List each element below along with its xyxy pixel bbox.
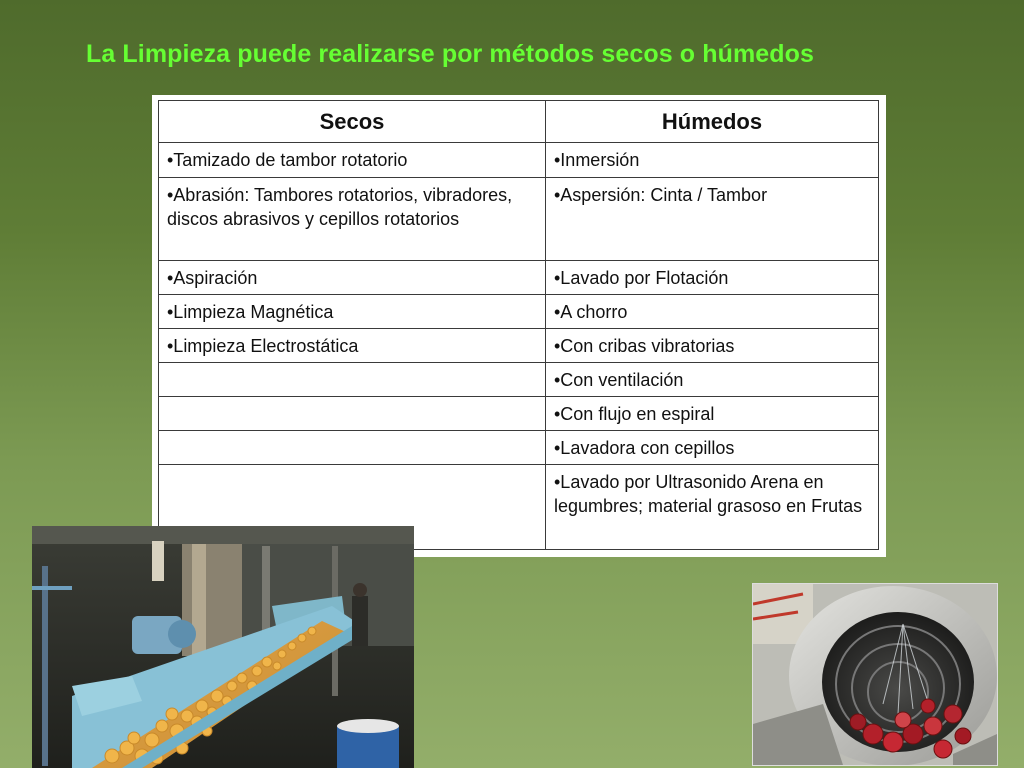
conveyor-oranges-photo xyxy=(32,526,414,768)
slide-title: La Limpieza puede realizarse por métodos secos o húmedos xyxy=(86,40,815,68)
cell-humedos: •Con cribas vibratorias xyxy=(546,329,879,363)
cell-secos xyxy=(159,363,546,397)
cell-humedos: •Con ventilación xyxy=(546,363,879,397)
cell-secos: •Limpieza Electrostática xyxy=(159,329,546,363)
cell-secos: •Limpieza Magnética xyxy=(159,295,546,329)
table-row xyxy=(159,363,879,397)
table-header-row xyxy=(159,101,879,143)
cell-humedos: •Lavadora con cepillos xyxy=(546,431,879,465)
header-secos: Secos xyxy=(159,101,546,143)
cell-humedos: •Lavado por Flotación xyxy=(546,261,879,295)
table-row xyxy=(159,295,879,329)
cell-secos: •Aspiración xyxy=(159,261,546,295)
table-row xyxy=(159,397,879,431)
rotary-drum-washer-photo xyxy=(752,583,998,766)
comparison-table xyxy=(158,100,879,550)
cell-humedos: •Con flujo en espiral xyxy=(546,397,879,431)
cell-humedos: •Aspersión: Cinta / Tambor xyxy=(546,178,879,261)
cell-humedos: •Inmersión xyxy=(546,143,879,178)
comparison-table-container xyxy=(152,95,886,557)
table-row xyxy=(159,431,879,465)
cell-humedos: •A chorro xyxy=(546,295,879,329)
cell-humedos: •Lavado por Ultrasonido Arena en legumbres; material grasoso en Frutas xyxy=(546,465,879,550)
table-row xyxy=(159,329,879,363)
table-row xyxy=(159,261,879,295)
cell-secos xyxy=(159,431,546,465)
table-row xyxy=(159,178,879,261)
cell-secos: •Abrasión: Tambores rotatorios, vibradores, discos abrasivos y cepillos rotatorios xyxy=(159,178,546,261)
header-humedos: Húmedos xyxy=(546,101,879,143)
cell-secos: •Tamizado de tambor rotatorio xyxy=(159,143,546,178)
cell-secos xyxy=(159,397,546,431)
table-row xyxy=(159,143,879,178)
